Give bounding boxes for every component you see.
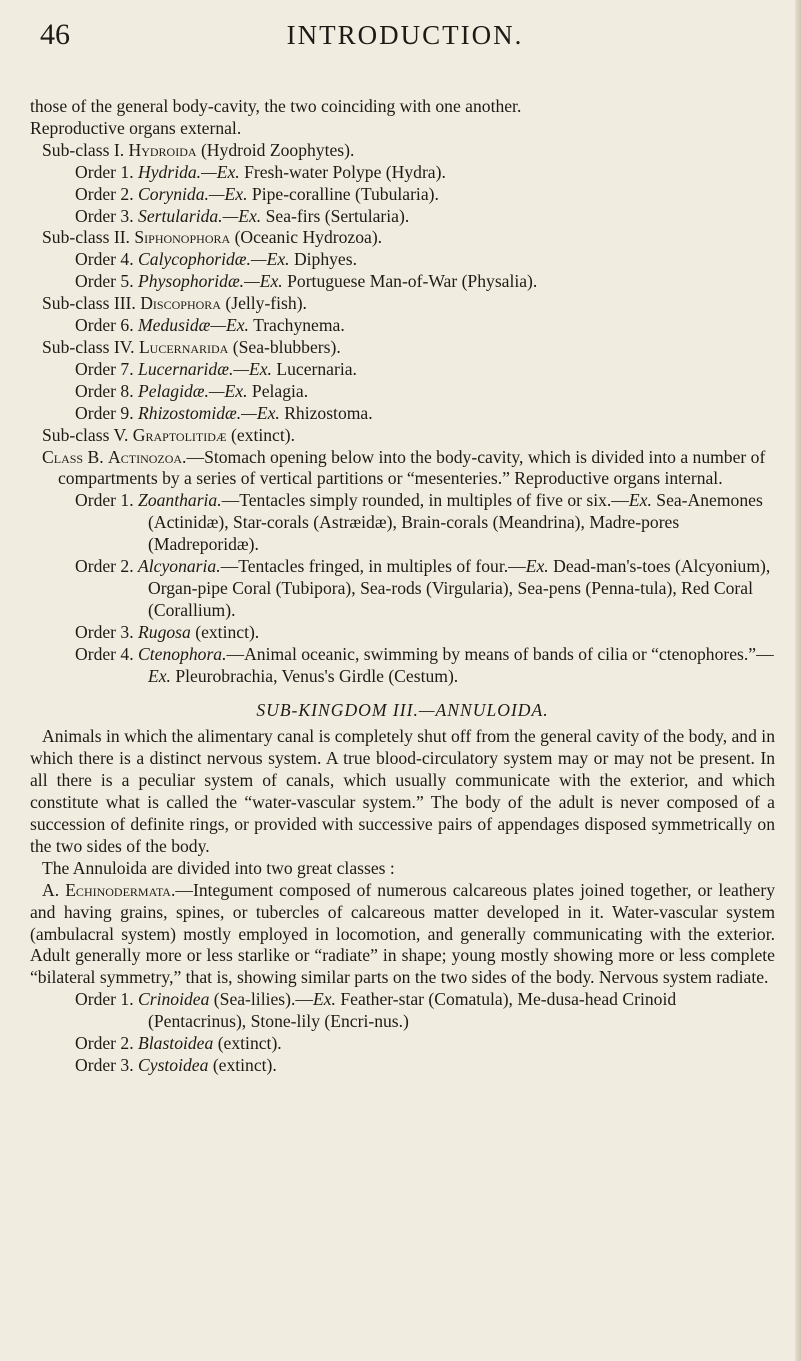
page-body [30, 96, 775, 1077]
actinozoa-order-4: Order 4. Ctenophora.—Animal oceanic, swimming by means of bands of cilia or “ctenophores.”—Ex. Pleurobrachia, Venus's Girdle (Cestum). [75, 643, 774, 686]
actinozoa-order-3: Order 3. Rugosa (extinct). [75, 621, 260, 642]
order-1: Order 1. Hydrida.—Ex. Fresh-water Polype (Hydra). [75, 161, 446, 182]
subclass-4: Sub-class IV. Lucernarida (Sea-blubbers). [42, 336, 341, 357]
running-title: INTRODUCTION. [286, 20, 524, 50]
divided-paragraph: The Annuloida are divided into two great classes : [42, 857, 395, 878]
order-4: Order 4. Calycophoridæ.—Ex. Diphyes. [75, 249, 357, 270]
order-8: Order 8. Pelagidæ.—Ex. Pelagia. [75, 380, 309, 401]
page-edge [795, 0, 801, 1361]
intro-line-2: Reproductive organs external. [30, 117, 242, 138]
echinoderm-order-3: Order 3. Cystoidea (extinct). [75, 1054, 277, 1075]
class-b: Class B. Actinozoa.—Stomach opening below into the body-cavity, which is divided into a number of compartments by a series of vertical partitions or “mesenteries.” Reproductive organs internal. [42, 446, 766, 489]
actinozoa-order-2: Order 2. Alcyonaria.—Tentacles fringed, in multiples of four.—Ex. Dead-man's-toes (Alcyonium), Organ-pipe Coral (Tubipora), Sea-rods (Virgularia), Sea-pens (Penna-tula), Red Coral (Corallium). [75, 556, 771, 620]
order-9: Order 9. Rhizostomidæ.—Ex. Rhizostoma. [75, 402, 373, 423]
subclass-1: Sub-class I. Hydroida (Hydroid Zoophytes). [42, 139, 355, 160]
annuloida-paragraph: Animals in which the alimentary canal is completely shut off from the general cavity of the body, and in which there is a distinct nervous system. A true blood-circulatory system may or may not be present. In all there is a peculiar system of canals, which usually communicate with the exterior, and which constitute what is called the “water-vascular system.” The body of the adult is never composed of a succession of definite rings, or provided with successive pairs of appendages disposed symmetrically on the two sides of the body. [30, 726, 775, 856]
echinoderm-order-1: Order 1. Crinoidea (Sea-lilies).—Ex. Feather-star (Comatula), Me-dusa-head Crinoid (Pentacrinus), Stone-lily (Encri-nus.) [75, 989, 677, 1032]
order-7: Order 7. Lucernaridæ.—Ex. Lucernaria. [75, 358, 357, 379]
echinoderm-order-2: Order 2. Blastoidea (extinct). [75, 1033, 282, 1054]
subclass-5: Sub-class V. Graptolitidæ (extinct). [42, 424, 295, 445]
subclass-3: Sub-class III. Discophora (Jelly-fish). [42, 293, 307, 314]
page-number: 46 [40, 18, 70, 51]
actinozoa-order-1: Order 1. Zoantharia.—Tentacles simply rounded, in multiples of five or six.—Ex. Sea-Anemones (Actinidæ), Star-corals (Astræidæ), Brain-corals (Meandrina), Madre-pores (Madreporidæ). [75, 490, 763, 555]
intro-line-1: those of the general body-cavity, the two coinciding with one another. [30, 96, 522, 116]
sub-kingdom-heading: SUB-KINGDOM III.—ANNULOIDA. [256, 700, 549, 721]
class-a-echinodermata: A. Echinodermata.—Integument composed of numerous calcareous plates joined together, or leathery and having grains, spines, or tubercles of calcareous matter developed in it. Water-vascular system (ambulacral system) mostly employed in locomotion, and generally communicating with the exterior. Adult generally more or less starlike or “radiate” in shape; young mostly showing more or less complete “bilateral symmetry,” that is, showing similar parts on the two sides of the body. Nervous system radiate. [30, 879, 775, 988]
order-3: Order 3. Sertularida.—Ex. Sea-firs (Sertularia). [75, 205, 410, 226]
page-header [40, 18, 770, 60]
order-5: Order 5. Physophoridæ.—Ex. Portuguese Man-of-War (Physalia). [75, 271, 538, 292]
order-2: Order 2. Corynida.—Ex. Pipe-coralline (Tubularia). [75, 183, 439, 204]
subclass-2: Sub-class II. Siphonophora (Oceanic Hydrozoa). [42, 227, 383, 248]
order-6: Order 6. Medusidæ—Ex. Trachynema. [75, 315, 345, 336]
